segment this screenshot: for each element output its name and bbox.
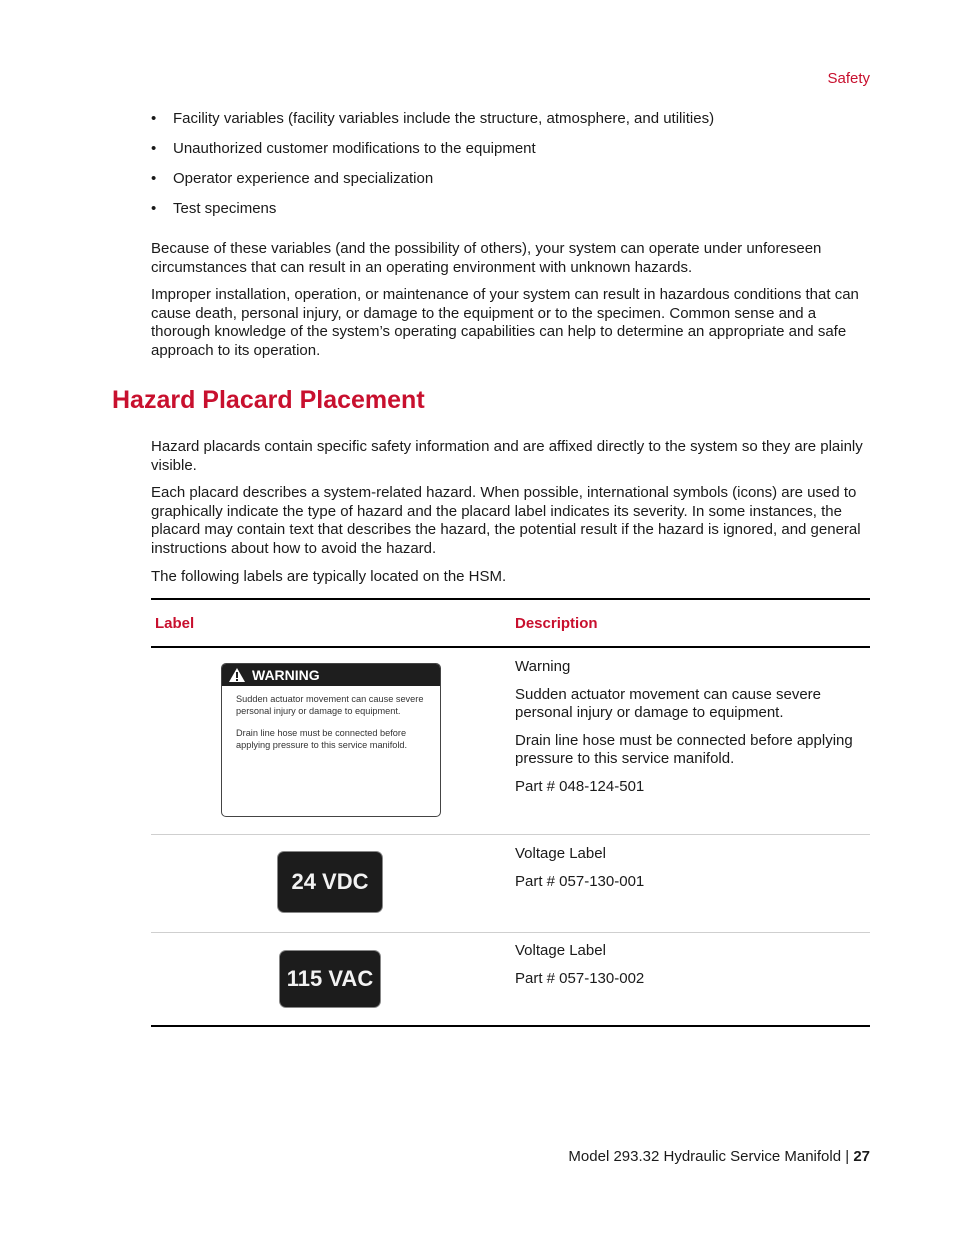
paragraph: Hazard placards contain specific safety information and are affixed directly to the system so they are plainly visible. <box>151 438 863 474</box>
description-cell <box>511 835 870 933</box>
placard-text: Sudden actuator movement can cause severe personal injury or damage to equipment. <box>236 694 424 716</box>
paragraph: Each placard describes a system-related hazard. When possible, international symbols (icons) are used to graphically indicate the type of hazard and the placard label indicates its severity. In some instances, the placard may contain text that describes the hazard, the potential result if the hazard is ignored, and general instructions about how to avoid the hazard. <box>151 484 861 557</box>
intro-text <box>151 240 870 370</box>
section-title: Hazard Placard Placement <box>112 386 425 414</box>
paragraph: Improper installation, operation, or maintenance of your system can result in hazardous conditions that can cause death, personal injury, or damage to the equipment or to the specimen. Common sense and a thorough knowledge of the system’s operating capabilities can help to determine an appropriate and safe approach to its operation. <box>151 286 859 359</box>
labels-table <box>151 598 870 1027</box>
warning-placard <box>221 663 441 817</box>
part-number: Part # 048-124-501 <box>515 777 645 795</box>
description-line: Sudden actuator movement can cause severe personal injury or damage to equipment. <box>515 685 822 722</box>
column-header-description: Description <box>511 599 870 647</box>
section-body <box>151 438 870 595</box>
voltage-label-115vac: 115 VAC <box>280 951 380 1007</box>
footer-separator: | <box>845 1148 850 1165</box>
list-item: • Unauthorized customer modifications to the equipment <box>151 140 870 158</box>
page-number: 27 <box>853 1148 870 1165</box>
description-line: Drain line hose must be connected before applying pressure to this service manifold. <box>515 731 853 768</box>
placard-body <box>222 686 440 770</box>
document-title: Model 293.32 Hydraulic Service Manifold <box>568 1148 842 1165</box>
label-cell <box>151 933 511 1027</box>
description-cell <box>511 933 870 1027</box>
description-line: Warning <box>515 658 571 675</box>
placard-header-text: WARNING <box>252 667 320 683</box>
table-row <box>151 933 870 1027</box>
column-header-label: Label <box>151 599 511 647</box>
list-item: • Operator experience and specialization <box>151 170 870 188</box>
list-item: • Facility variables (facility variables include the structure, atmosphere, and utilities) <box>151 110 870 128</box>
voltage-label-24vdc: 24 VDC <box>278 852 382 912</box>
paragraph: Because of these variables (and the possibility of others), your system can operate under unforeseen circumstances that can result in an operating environment with unknown hazards. <box>151 240 822 276</box>
description-cell <box>511 647 870 835</box>
label-cell <box>151 835 511 933</box>
table-row <box>151 835 870 933</box>
label-cell <box>151 647 511 835</box>
description-line: Voltage Label <box>515 942 606 959</box>
placard-header <box>222 664 440 686</box>
page-footer <box>568 1148 870 1165</box>
placard-text: Drain line hose must be connected before applying pressure to this service manifold. <box>236 728 408 750</box>
description-line: Voltage Label <box>515 845 606 862</box>
variables-list <box>151 110 870 230</box>
paragraph: The following labels are typically located on the HSM. <box>151 567 507 585</box>
warning-triangle-icon <box>228 667 246 683</box>
running-header: Safety <box>827 70 870 87</box>
part-number: Part # 057-130-001 <box>515 872 645 890</box>
table-row <box>151 647 870 835</box>
list-item: • Test specimens <box>151 200 870 218</box>
part-number: Part # 057-130-002 <box>515 969 645 987</box>
